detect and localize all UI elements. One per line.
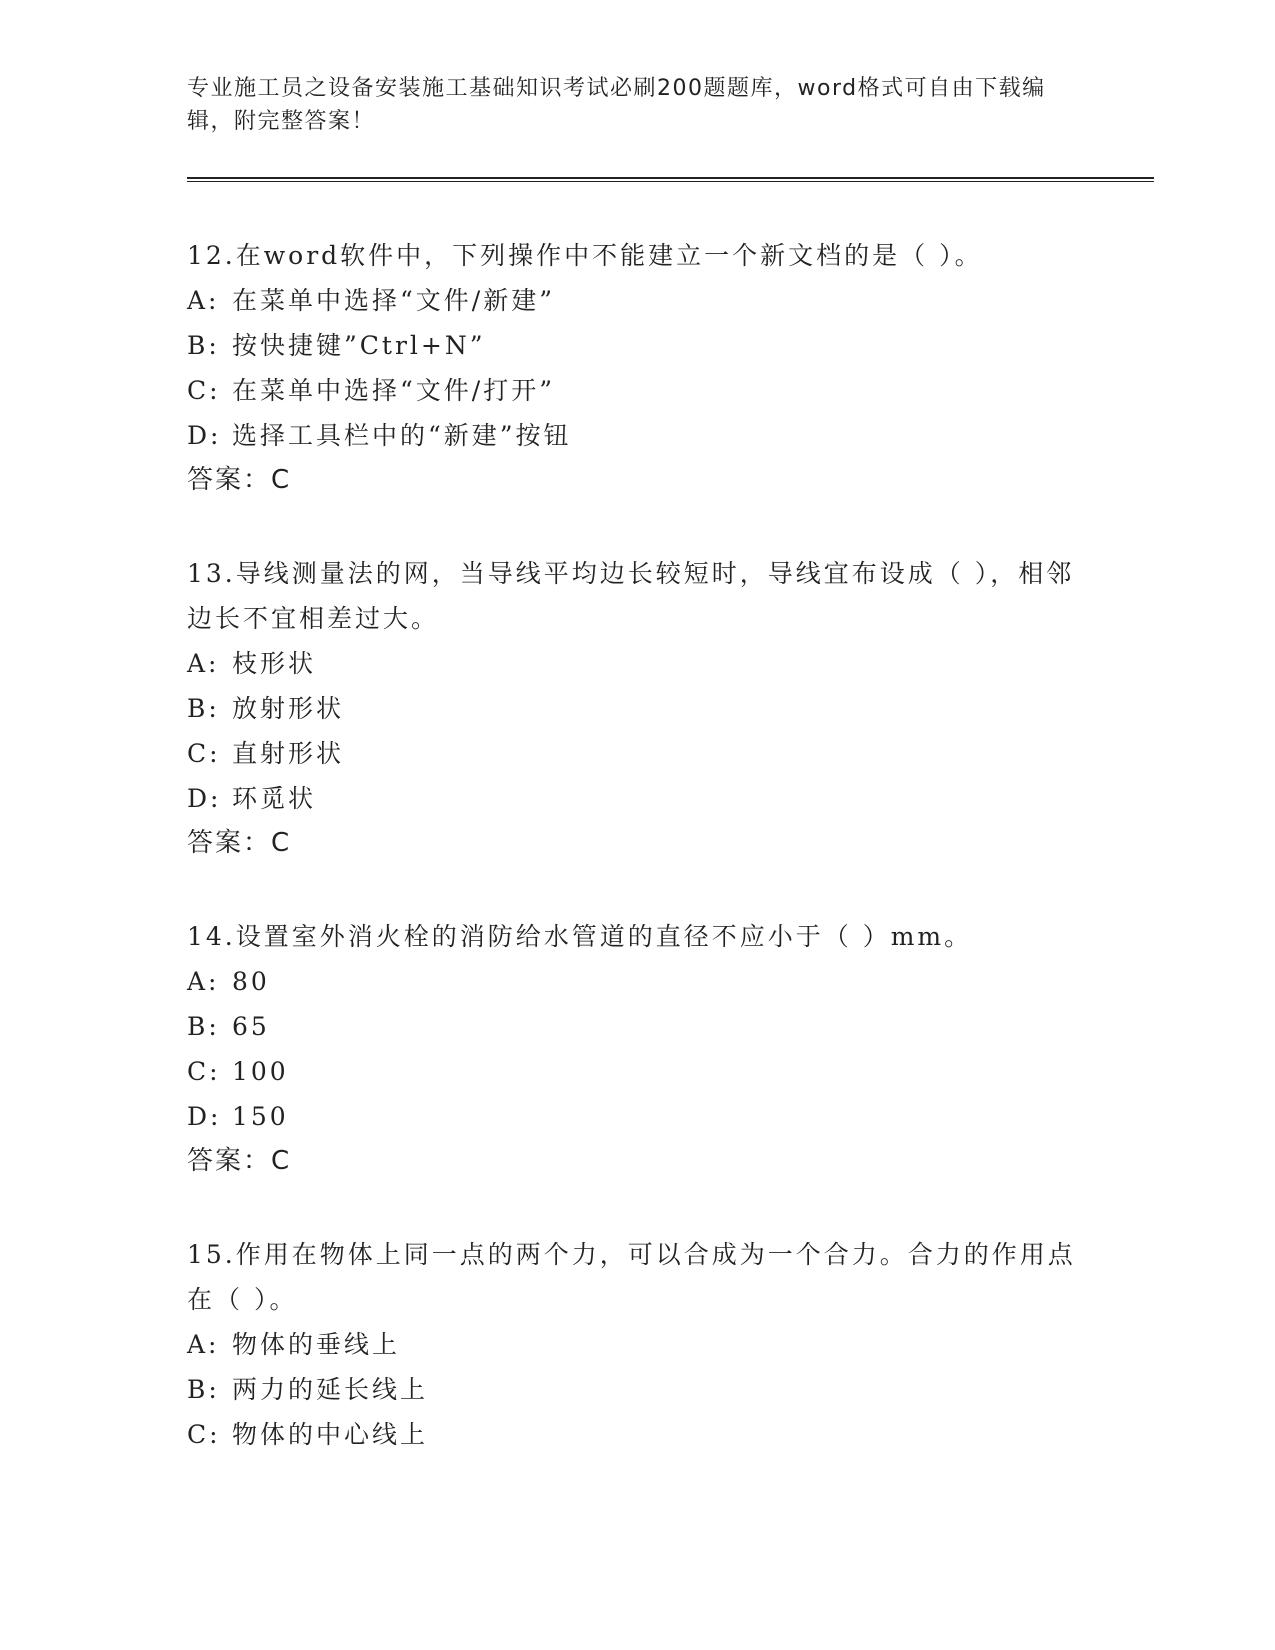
option-key: A: bbox=[187, 967, 220, 996]
option-text: 100 bbox=[232, 1057, 289, 1086]
option-key: C: bbox=[187, 376, 221, 405]
question-12 bbox=[187, 233, 1087, 503]
document-header-title: 专业施工员之设备安装施工基础知识考试必刷200题题库，word格式可自由下载编辑，附完整答案！ bbox=[187, 76, 1046, 134]
option-text: 放射形状 bbox=[232, 694, 345, 723]
option-b bbox=[187, 323, 1087, 368]
option-c bbox=[187, 368, 1087, 413]
question-14 bbox=[187, 914, 1087, 1184]
option-key: C: bbox=[187, 1057, 221, 1086]
option-key: A: bbox=[187, 286, 220, 315]
option-c bbox=[187, 1049, 1087, 1094]
option-b bbox=[187, 686, 1087, 731]
question-15 bbox=[187, 1232, 1087, 1457]
option-c bbox=[187, 731, 1087, 776]
option-c bbox=[187, 1412, 1087, 1457]
option-key: B: bbox=[187, 694, 220, 723]
option-key: C: bbox=[187, 739, 221, 768]
answer-line: 答案：C bbox=[187, 828, 292, 858]
option-key: D: bbox=[187, 421, 222, 450]
option-key: B: bbox=[187, 1012, 220, 1041]
question-stem: 14.设置室外消火栓的消防给水管道的直径不应小于（ ）mm。 bbox=[187, 922, 973, 951]
question-stem: 15.作用在物体上同一点的两个力，可以合成为一个合力。合力的作用点在（ ）。 bbox=[187, 1240, 1076, 1314]
option-text: 按快捷键”Ctrl+N” bbox=[232, 331, 486, 360]
option-b bbox=[187, 1367, 1087, 1412]
option-text: 在菜单中选择“文件/新建” bbox=[232, 286, 555, 315]
answer-line: 答案：C bbox=[187, 465, 292, 495]
option-text: 80 bbox=[232, 967, 270, 996]
option-key: D: bbox=[187, 784, 222, 813]
option-d bbox=[187, 1094, 1087, 1139]
question-stem: 12.在word软件中，下列操作中不能建立一个新文档的是（ ）。 bbox=[187, 241, 983, 270]
option-text: 在菜单中选择“文件/打开” bbox=[232, 376, 555, 405]
option-key: B: bbox=[187, 331, 220, 360]
option-key: D: bbox=[187, 1102, 222, 1131]
question-stem: 13.导线测量法的网，当导线平均边长较短时，导线宜布设成（ ），相邻边长不宜相差过大。 bbox=[187, 559, 1075, 633]
option-key: A: bbox=[187, 1330, 220, 1359]
option-text: 直射形状 bbox=[232, 739, 345, 768]
option-key: C: bbox=[187, 1420, 221, 1449]
option-text: 两力的延长线上 bbox=[232, 1375, 429, 1404]
option-a bbox=[187, 1322, 1087, 1367]
question-13 bbox=[187, 551, 1087, 866]
header-divider bbox=[187, 177, 1154, 182]
option-text: 150 bbox=[232, 1102, 289, 1131]
answer-line: 答案：C bbox=[187, 1146, 292, 1176]
option-a bbox=[187, 278, 1087, 323]
option-text: 物体的垂线上 bbox=[232, 1330, 401, 1359]
option-text: 选择工具栏中的“新建”按钮 bbox=[232, 421, 572, 450]
option-key: B: bbox=[187, 1375, 220, 1404]
option-b bbox=[187, 1004, 1087, 1049]
option-a bbox=[187, 959, 1087, 1004]
option-text: 枝形状 bbox=[232, 649, 317, 678]
option-text: 65 bbox=[232, 1012, 270, 1041]
option-key: A: bbox=[187, 649, 220, 678]
option-d bbox=[187, 776, 1087, 821]
option-a bbox=[187, 641, 1087, 686]
option-text: 环觅状 bbox=[232, 784, 317, 813]
option-d bbox=[187, 413, 1087, 458]
option-text: 物体的中心线上 bbox=[232, 1420, 429, 1449]
